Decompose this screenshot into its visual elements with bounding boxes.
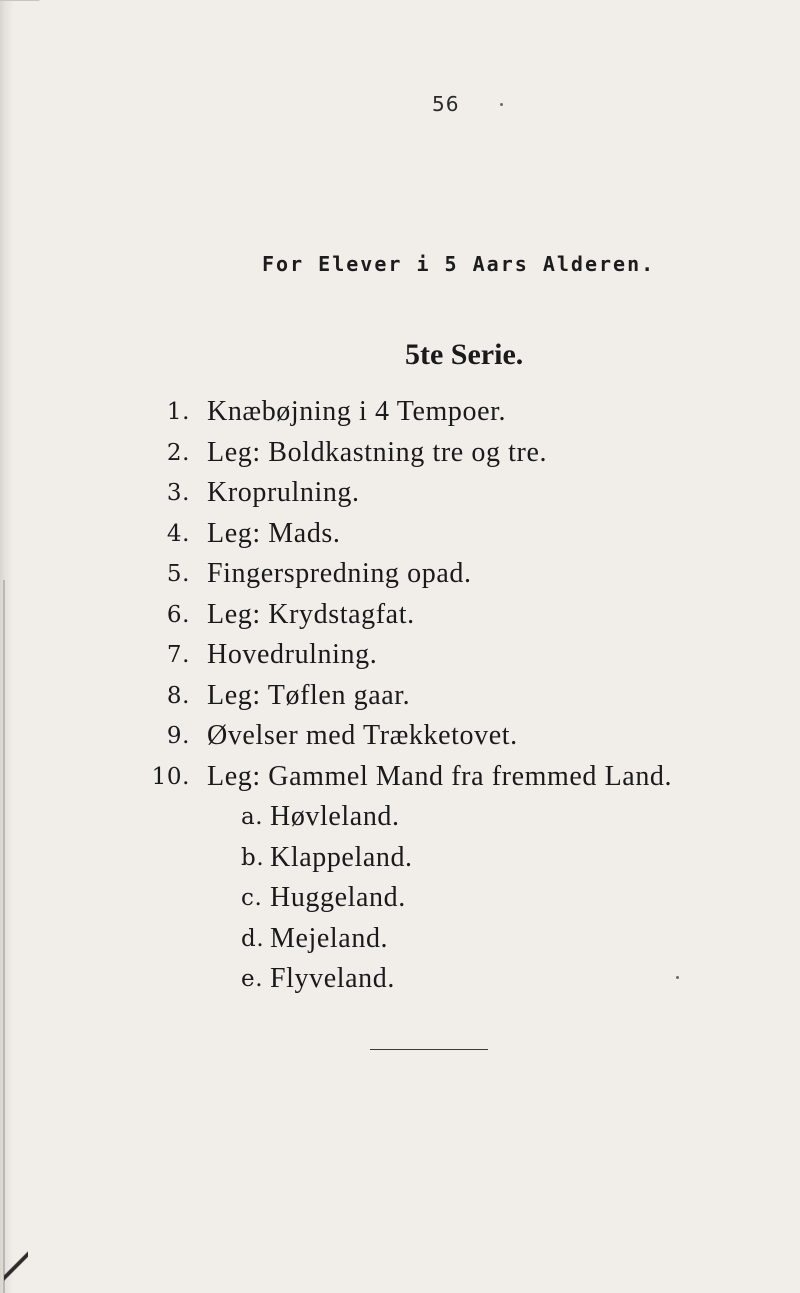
item-number: 7. (166, 642, 190, 668)
ink-speck (676, 976, 679, 979)
corner-tear-mark (4, 1240, 28, 1293)
sub-item-text: Flyveland. (270, 963, 395, 994)
list-item (0, 433, 800, 474)
sub-list-item (0, 838, 800, 879)
item-number: 2. (166, 439, 190, 466)
list-item (0, 473, 800, 514)
exercise-list (0, 392, 800, 1000)
sub-item-text: Huggeland. (270, 882, 406, 913)
item-number: 1. (166, 399, 190, 425)
item-text: Leg: Krydstagfat. (207, 598, 415, 630)
ink-speck (500, 103, 503, 106)
item-number: 8. (166, 682, 190, 709)
sub-list-item (0, 919, 800, 960)
sub-list-item (0, 878, 800, 919)
item-text: Leg: Gammel Mand fra fremmed Land. (207, 760, 673, 792)
sub-item-text: Klappeland. (270, 841, 413, 873)
sub-list-item (0, 959, 800, 1000)
sub-item-letter: a. (241, 804, 264, 830)
list-item (0, 635, 800, 676)
list-item (0, 554, 800, 595)
item-text: Hovedrulning. (207, 639, 378, 670)
corner-crease (0, 0, 40, 21)
sub-item-letter: c. (241, 885, 263, 911)
sub-item-letter: b. (241, 844, 265, 871)
item-text: Øvelser med Trækketovet. (207, 720, 518, 751)
list-item (0, 716, 800, 757)
item-number: 10. (151, 763, 190, 790)
item-number: 6. (166, 601, 190, 628)
list-item (0, 392, 800, 433)
sub-item-text: Mejeland. (270, 922, 389, 954)
item-text: Leg: Boldkastning tre og tre. (207, 436, 548, 468)
section-heading: For Elever i 5 Aars Alderen. (262, 252, 656, 276)
page-number: 56 (432, 92, 460, 116)
list-item (0, 676, 800, 717)
list-item (0, 595, 800, 636)
item-text: Knæbøjning i 4 Tempoer. (207, 396, 507, 427)
item-number: 3. (166, 480, 190, 506)
sub-list-item (0, 797, 800, 838)
item-number: 4. (166, 520, 190, 547)
item-text: Leg: Tøflen gaar. (207, 679, 411, 711)
sub-item-letter: d. (241, 925, 265, 952)
item-number: 5. (166, 561, 190, 587)
item-text: Leg: Mads. (207, 517, 341, 549)
series-title: 5te Serie. (405, 338, 524, 371)
sub-item-letter: e. (241, 966, 264, 992)
sub-item-text: Høvleland. (270, 801, 400, 832)
section-divider (370, 1049, 488, 1050)
item-text: Kroprulning. (207, 477, 360, 508)
list-item (0, 514, 800, 555)
item-number: 9. (166, 723, 190, 749)
item-text: Fingerspredning opad. (207, 558, 472, 589)
list-item (0, 757, 800, 798)
